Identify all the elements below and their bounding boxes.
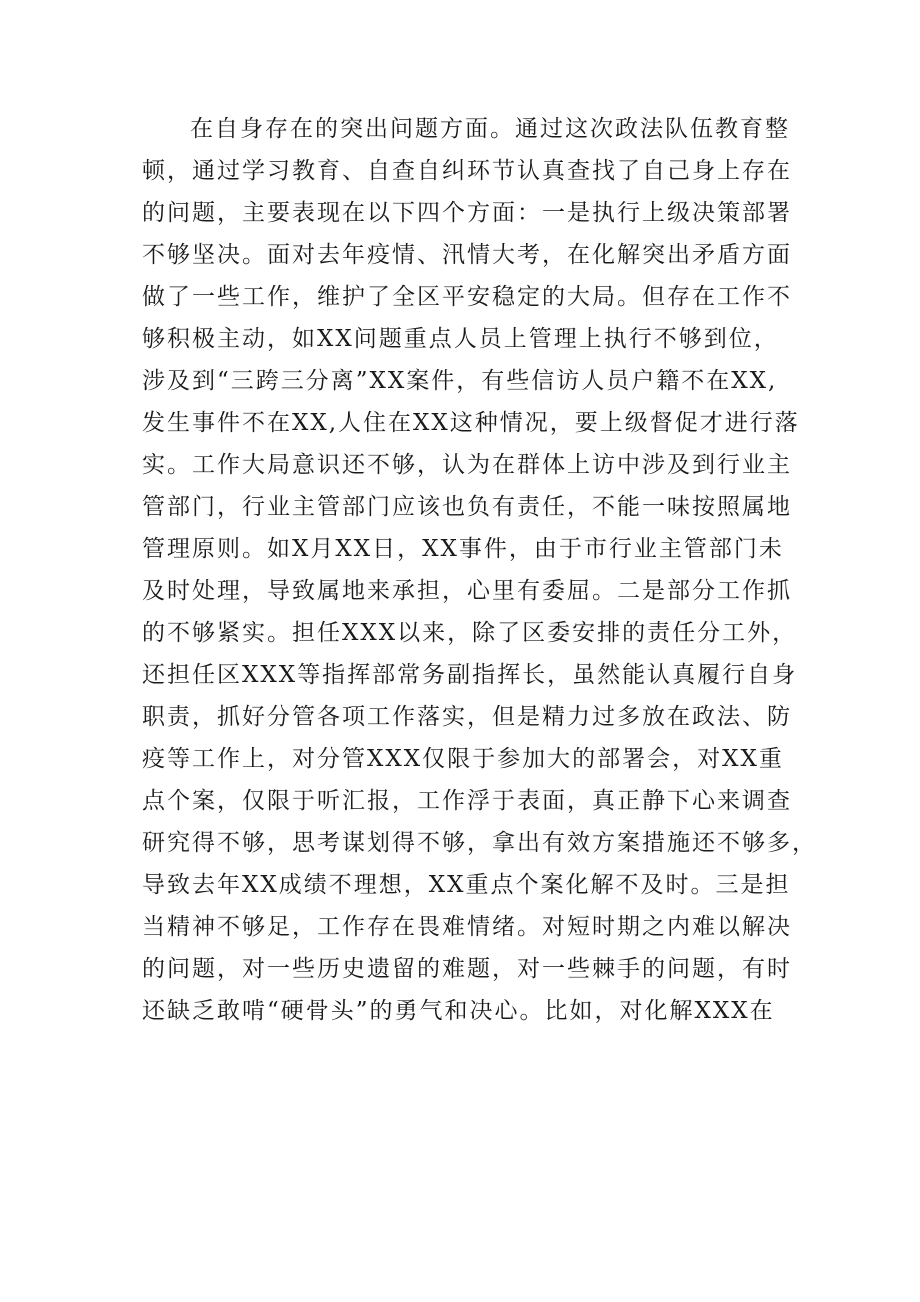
- text-line: 及时处理，导致属地来承担，心里有委屈。二是部分工作抓: [142, 578, 792, 604]
- text-line: 还缺乏敢啃“硬骨头”的勇气和决心。比如，对化解XXX在: [142, 998, 775, 1024]
- text-line: 研究得不够，思考谋划得不够，拿出有效方案措施还不够多，: [142, 830, 817, 856]
- text-line: 职责，抓好分管各项工作落实，但是精力过多放在政法、防: [142, 704, 792, 730]
- text-line: 管理原则。如X月XX日，XX事件，由于市行业主管部门未: [142, 536, 784, 562]
- text-line: 点个案，仅限于听汇报，工作浮于表面，真正静下心来调查: [142, 788, 792, 814]
- body-paragraph: [142, 108, 817, 1032]
- text-line: 在自身存在的突出问题方面。通过这次政法队伍教育整: [190, 116, 790, 142]
- text-line: 发生事件不在XX,人住在XX这种情况，要上级督促才进行落: [142, 410, 800, 436]
- text-line: 的问题，主要表现在以下四个方面：一是执行上级决策部署: [142, 200, 792, 226]
- text-line: 当精神不够足，工作存在畏难情绪。对短时期之内难以解决: [142, 914, 792, 940]
- text-line: 不够坚决。面对去年疫情、汛情大考，在化解突出矛盾方面: [142, 242, 792, 268]
- text-line: 涉及到“三跨三分离”XX案件，有些信访人员户籍不在XX,: [142, 368, 778, 394]
- text-line: 的不够紧实。担任XXX以来，除了区委安排的责任分工外，: [142, 620, 798, 646]
- text-line: 的问题，对一些历史遗留的难题，对一些棘手的问题，有时: [142, 956, 792, 982]
- text-line: 实。工作大局意识还不够，认为在群体上访中涉及到行业主: [142, 452, 792, 478]
- text-line: 管部门，行业主管部门应该也负有责任，不能一味按照属地: [142, 494, 792, 520]
- text-line: 做了一些工作，维护了全区平安稳定的大局。但存在工作不: [142, 284, 792, 310]
- text-line: 还担任区XXX等指挥部常务副指挥长，虽然能认真履行自身: [142, 662, 798, 688]
- text-line: 够积极主动，如XX问题重点人员上管理上执行不够到位，: [142, 326, 779, 352]
- text-line: 顿，通过学习教育、自查自纠环节认真查找了自己身上存在: [142, 158, 792, 184]
- text-line: 疫等工作上，对分管XXX仅限于参加大的部署会，对XX重: [142, 746, 784, 772]
- text-line: 导致去年XX成绩不理想，XX重点个案化解不及时。三是担: [142, 872, 791, 898]
